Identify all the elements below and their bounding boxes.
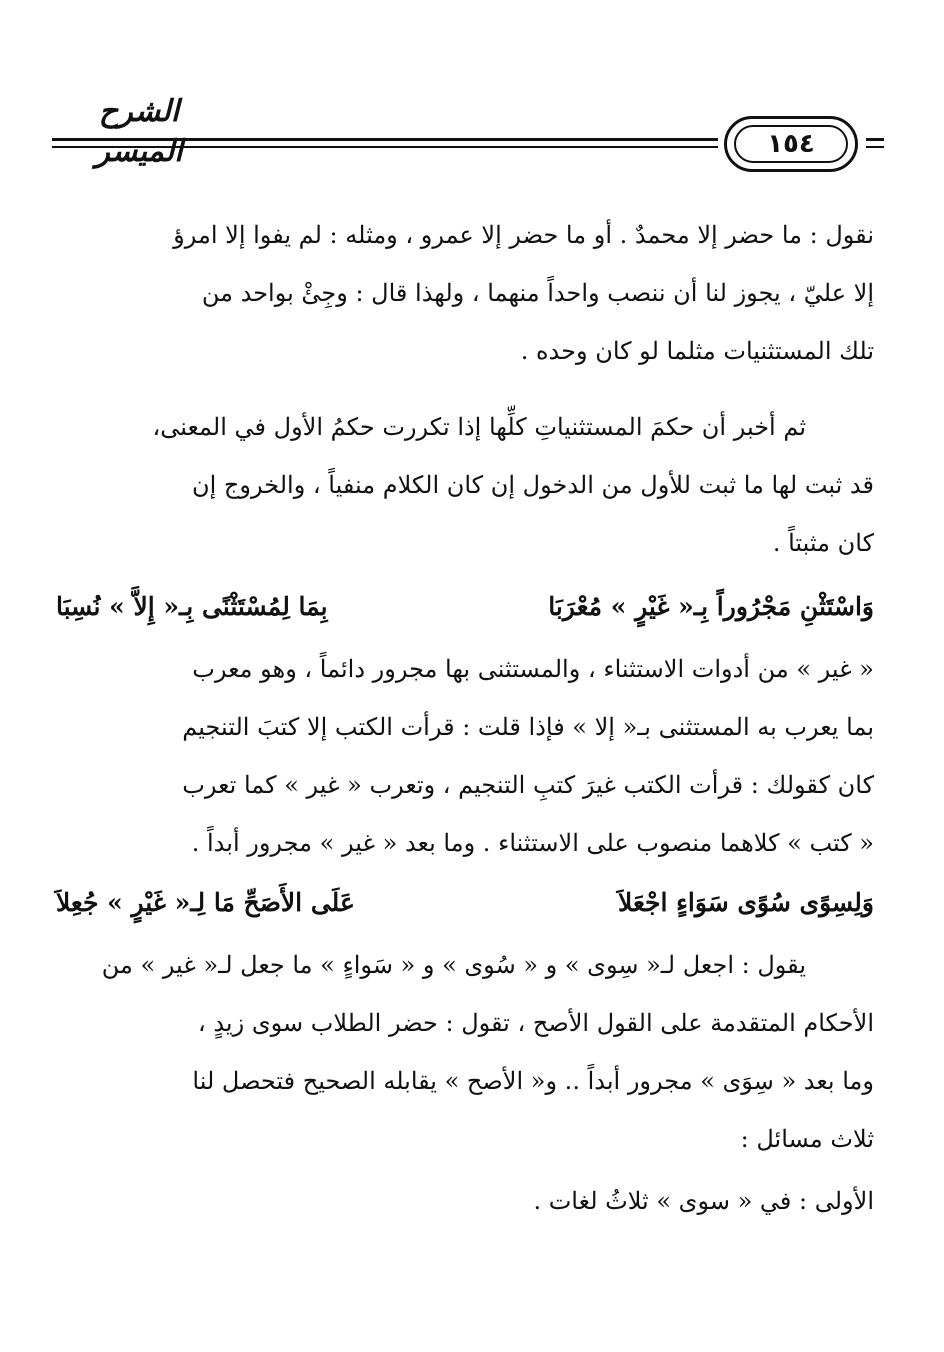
- text-line: « كتب » كلاهما منصوب على الاستثناء . وما بعد « غير » مجرور أبداً .: [191, 829, 874, 857]
- text-line: ثلاث مسائل :: [740, 1125, 874, 1153]
- text-line: إلا عليّ ، يجوز لنا أن ننصب واحداً منهما ، ولهذا قال : وجِئْ بواحد من: [201, 279, 874, 307]
- verse-2-first-hemistich: وَلِسِوًى سُوًى سَوَاءٍ اجْعَلاَ: [618, 888, 874, 917]
- verse-2: [56, 874, 874, 932]
- page-body: [56, 206, 874, 1230]
- text-line: تلك المستثنيات مثلما لو كان وحده .: [520, 337, 874, 365]
- page-number: ١٥٤: [734, 125, 848, 163]
- text-line: يقول : اجعل لـ« سِوى » و « سُوى » و « سَواءٍ » ما جعل لـ« غير » من: [101, 951, 806, 979]
- paragraph-1: [56, 206, 874, 380]
- text-line: ثم أخبر أن حكمَ المستثنياتِ كلِّها إذا تكررت حكمُ الأول في المعنى،: [152, 413, 806, 441]
- text-line: الأولى : في « سوى » ثلاثُ لغات .: [533, 1187, 874, 1215]
- text-line: كان مثبتاً .: [772, 529, 874, 557]
- page-number-frame: [718, 112, 866, 178]
- paragraph-5: [56, 1172, 874, 1230]
- text-line: وما بعد « سِوَى » مجرور أبداً .. و« الأصح » يقابله الصحيح فتحصل لنا: [192, 1067, 874, 1095]
- paragraph-4: [56, 936, 874, 1168]
- page-number-oval: [724, 116, 858, 172]
- verse-2-second-hemistich: عَلَى الأَصَحِّ مَا لِـ« غَيْرٍ » جُعِلاَ: [56, 888, 355, 917]
- paragraph-3: [56, 640, 874, 872]
- text-line: الأحكام المتقدمة على القول الأصح ، تقول : حضر الطلاب سوى زيدٍ ،: [197, 1009, 874, 1037]
- running-header-title: الشرح الميسر: [95, 94, 183, 169]
- verse-1-first-hemistich: وَاسْتَثْنِ مَجْرُوراً بِـ« غَيْرٍ » مُعْرَبَا: [548, 592, 874, 621]
- verse-1: [56, 578, 874, 636]
- text-line: نقول : ما حضر إلا محمدٌ . أو ما حضر إلا عمرو ، ومثله : لم يفوا إلا امرؤ: [173, 221, 874, 249]
- paragraph-2: [56, 398, 874, 572]
- text-line: بما يعرب به المستثنى بـ« إلا » فإذا قلت : قرأت الكتب إلا كتبَ التنجيم: [182, 713, 874, 741]
- verse-1-second-hemistich: بِمَا لِمُسْتَثْنًى بِـ« إِلاَّ » نُسِبَا: [56, 592, 328, 621]
- text-line: كان كقولك : قرأت الكتب غيرَ كتبِ التنجيم ، وتعرب « غير » كما تعرب: [182, 771, 874, 799]
- text-line: قد ثبت لها ما ثبت للأول من الدخول إن كان الكلام منفياً ، والخروج إن: [191, 471, 874, 499]
- text-line: « غير » من أدوات الاستثناء ، والمستثنى بها مجرور دائماً ، وهو معرب: [192, 655, 874, 683]
